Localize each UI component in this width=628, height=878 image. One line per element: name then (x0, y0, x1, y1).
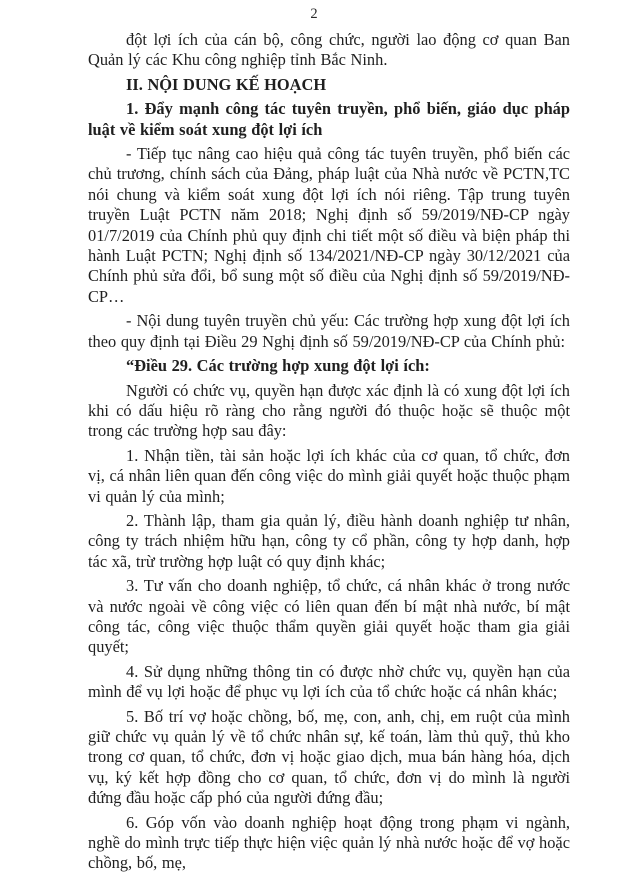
clause-4: 4. Sử dụng những thông tin có được nhờ chức vụ, quyền hạn của mình để vụ lợi hoặc để phục vụ lợi ích của tổ chức hoặc cá nhân khác; (88, 661, 570, 702)
clause-5: 5. Bố trí vợ hoặc chồng, bố, mẹ, con, anh, chị, em ruột của mình giữ chức vụ quản lý về tổ chức nhân sự, kế toán, làm thủ quỹ, thủ kho trong cơ quan, tổ chức, đơn vị hoặc giao dịch, mua bán hàng hóa, dịch vụ, ký kết hợp đồng cho cơ quan, tổ chức, đơn vị do mình là người đứng đầu hoặc cấp phó của người đứng đầu; (88, 706, 570, 808)
clause-2: 2. Thành lập, tham gia quản lý, điều hành doanh nghiệp tư nhân, công ty trách nhiệm hữu hạn, công ty cổ phần, công ty hợp danh, hợp tác xã, trừ trường hợp luật có quy định khác; (88, 510, 570, 571)
paragraph-noi-dung: - Nội dung tuyên truyền chủ yếu: Các trường hợp xung đột lợi ích theo quy định tại Điều 29 Nghị định số 59/2019/NĐ-CP của Chính phủ: (88, 311, 570, 351)
clause-6: 6. Góp vốn vào doanh nghiệp hoạt động trong phạm vi ngành, nghề do mình trực tiếp thực hiện việc quản lý nhà nước hoặc để vợ hoặc chồng, bố, mẹ, (88, 812, 570, 873)
page-number: 2 (310, 6, 318, 22)
clause-1: 1. Nhận tiền, tài sản hoặc lợi ích khác của cơ quan, tổ chức, đơn vị, cá nhân liên quan đến công việc do mình giải quyết hoặc thuộc phạm vi quản lý của mình; (88, 445, 570, 506)
continued-paragraph: đột lợi ích của cán bộ, công chức, người lao động cơ quan Ban Quản lý các Khu công nghiệp tỉnh Bắc Ninh. (88, 30, 570, 70)
clause-3: 3. Tư vấn cho doanh nghiệp, tổ chức, cá nhân khác ở trong nước và nước ngoài về công việc có liên quan đến bí mật nhà nước, bí mật công tác, công việc thuộc thẩm quyền giải quyết hoặc tham gia giải quyết; (88, 576, 570, 657)
section-heading: II. NỘI DUNG KẾ HOẠCH (126, 74, 327, 94)
document-content (88, 30, 570, 878)
article-29-heading: “Điều 29. Các trường hợp xung đột lợi ích: (126, 356, 430, 376)
paragraph-definition: Người có chức vụ, quyền hạn được xác định là có xung đột lợi ích khi có dấu hiệu rõ ràng cho rằng người đó thuộc hoặc sẽ thuộc một trong các trường hợp sau đây: (88, 380, 570, 441)
paragraph-tuyen-truyen: - Tiếp tục nâng cao hiệu quả công tác tuyên truyền, phổ biến các chủ trương, chính sách của Đảng, pháp luật của Nhà nước về PCTN,TC nói chung và kiểm soát xung đột lợi ích nói riêng. Tập trung tuyên truyền Luật PCTN năm 2018; Nghị định số 59/2019/NĐ-CP ngày 01/7/2019 của Chính phủ quy định chi tiết một số điều và biện pháp thi hành Luật PCTN; Nghị định số 134/2021/NĐ-CP ngày 30/12/2021 của Chính phủ sửa đổi, bổ sung một số điều của Nghị định số 59/2019/NĐ-CP… (88, 144, 570, 306)
subsection-heading: 1. Đẩy mạnh công tác tuyên truyền, phổ biến, giáo dục pháp luật về kiểm soát xung đột lợi ích (88, 99, 570, 139)
